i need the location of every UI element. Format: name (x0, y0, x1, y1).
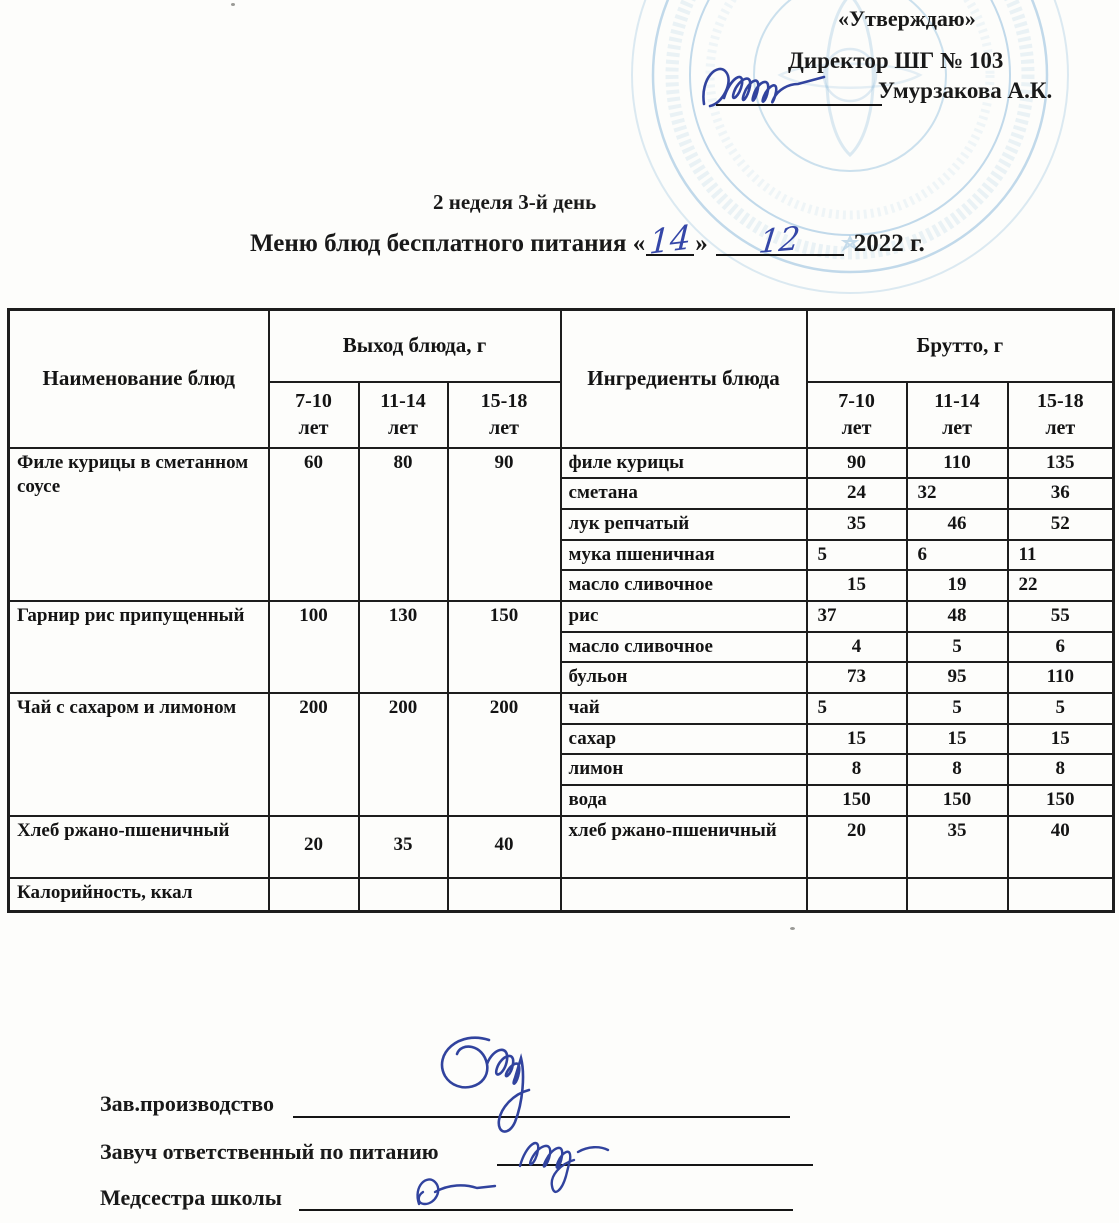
empty-cell (807, 878, 907, 912)
quote-close: » (695, 230, 708, 257)
dish-name-cell: Филе курицы в сметанном соусе (9, 448, 269, 601)
brutto-value-cell: 8 (907, 754, 1008, 785)
output-value-cell: 80 (359, 448, 448, 601)
ingredient-name-cell: чай (561, 693, 807, 724)
brutto-value-cell: 55 (1008, 601, 1114, 632)
age-group-header: 11-14 лет (359, 382, 448, 448)
director-title: Директор ШГ № 103 (788, 48, 1004, 73)
ingredient-name-cell: масло сливочное (561, 570, 807, 601)
brutto-value-cell: 73 (807, 662, 907, 693)
brutto-value-cell: 19 (907, 570, 1008, 601)
output-value-cell: 130 (359, 601, 448, 693)
brutto-value-cell: 8 (1008, 754, 1114, 785)
day-blank (646, 217, 694, 262)
month-blank (716, 218, 844, 262)
brutto-value-cell: 40 (1008, 816, 1114, 878)
output-value-cell: 35 (359, 816, 448, 878)
ingredient-name-cell: мука пшеничная (561, 540, 807, 571)
brutto-value-cell: 5 (807, 540, 907, 571)
table-header-row-1 (9, 310, 1114, 382)
brutto-value-cell: 35 (807, 509, 907, 540)
output-value-cell: 200 (269, 693, 359, 816)
brutto-value-cell: 6 (1008, 632, 1114, 663)
brutto-value-cell: 15 (907, 724, 1008, 755)
empty-cell (1008, 878, 1114, 912)
brutto-header: Брутто, г (807, 310, 1114, 382)
brutto-value-cell: 48 (907, 601, 1008, 632)
brutto-value-cell: 110 (907, 448, 1008, 479)
ingredient-name-cell: масло сливочное (561, 632, 807, 663)
dish-name-cell: Гарнир рис припущенный (9, 601, 269, 693)
output-header: Выход блюда, г (269, 310, 561, 382)
ingredient-name-cell: сахар (561, 724, 807, 755)
brutto-value-cell: 90 (807, 448, 907, 479)
output-value-cell: 200 (448, 693, 561, 816)
age-group-header: 15-18 лет (448, 382, 561, 448)
brutto-value-cell: 22 (1008, 570, 1114, 601)
brutto-value-cell: 36 (1008, 478, 1114, 509)
head-of-production-line (293, 1091, 790, 1118)
empty-cell (359, 878, 448, 912)
age-group-header: 11-14 лет (907, 382, 1008, 448)
output-value-cell: 200 (359, 693, 448, 816)
dish-name-header: Наименование блюд (9, 310, 269, 448)
brutto-value-cell: 4 (807, 632, 907, 663)
head-of-production-signature (425, 1030, 595, 1140)
output-value-cell: 60 (269, 448, 359, 601)
output-value-cell: 150 (448, 601, 561, 693)
brutto-value-cell: 150 (1008, 785, 1114, 816)
ingredient-name-cell: лимон (561, 754, 807, 785)
brutto-value-cell: 32 (907, 478, 1008, 509)
calories-label-cell: Калорийность, ккал (9, 878, 269, 912)
director-signature-line (716, 104, 882, 106)
head-of-production-label: Зав.производство (100, 1091, 274, 1116)
scan-speck (790, 927, 795, 930)
scan-speck (231, 3, 235, 6)
school-nurse-line (299, 1185, 793, 1211)
output-value-cell: 20 (269, 816, 359, 878)
empty-cell (907, 878, 1008, 912)
brutto-value-cell: 5 (907, 632, 1008, 663)
brutto-value-cell: 37 (807, 601, 907, 632)
school-seal-stamp (620, 0, 1080, 305)
output-value-cell: 90 (448, 448, 561, 601)
approve-quote: «Утверждаю» (838, 6, 976, 31)
ingredients-header: Ингредиенты блюда (561, 310, 807, 448)
handwritten-day: 14 (648, 217, 693, 262)
brutto-value-cell: 6 (907, 540, 1008, 571)
director-name: Умурзакова А.К. (878, 78, 1053, 103)
brutto-value-cell: 5 (807, 693, 907, 724)
brutto-value-cell: 11 (1008, 540, 1114, 571)
handwritten-month: 12 (757, 218, 803, 262)
brutto-value-cell: 95 (907, 662, 1008, 693)
empty-cell (269, 878, 359, 912)
brutto-value-cell: 24 (807, 478, 907, 509)
brutto-value-cell: 15 (1008, 724, 1114, 755)
ingredient-name-cell: рис (561, 601, 807, 632)
age-group-header: 15-18 лет (1008, 382, 1114, 448)
brutto-value-cell: 35 (907, 816, 1008, 878)
table-row (9, 601, 1114, 632)
menu-title (250, 217, 925, 262)
brutto-value-cell: 46 (907, 509, 1008, 540)
brutto-value-cell: 15 (807, 724, 907, 755)
dish-name-cell: Чай с сахаром и лимоном (9, 693, 269, 816)
empty-cell (561, 878, 807, 912)
ingredient-name-cell: вода (561, 785, 807, 816)
food-supervisor-label: Завуч ответственный по питанию (100, 1139, 439, 1164)
table-row (9, 816, 1114, 878)
table-row (9, 693, 1114, 724)
school-nurse-label: Медсестра школы (100, 1185, 282, 1210)
food-supervisor-line (497, 1139, 813, 1166)
brutto-value-cell: 150 (907, 785, 1008, 816)
brutto-value-cell: 20 (807, 816, 907, 878)
brutto-value-cell: 15 (807, 570, 907, 601)
menu-title-prefix: Меню блюд бесплатного питания « (250, 230, 646, 257)
output-value-cell: 40 (448, 816, 561, 878)
ingredient-name-cell: хлеб ржано-пшеничный (561, 816, 807, 878)
brutto-value-cell: 5 (907, 693, 1008, 724)
empty-cell (448, 878, 561, 912)
ingredient-name-cell: сметана (561, 478, 807, 509)
output-value-cell: 100 (269, 601, 359, 693)
ingredient-name-cell: лук репчатый (561, 509, 807, 540)
dish-name-cell: Хлеб ржано-пшеничный (9, 816, 269, 878)
brutto-value-cell: 8 (807, 754, 907, 785)
brutto-value-cell: 52 (1008, 509, 1114, 540)
calories-row (9, 878, 1114, 912)
brutto-value-cell: 150 (807, 785, 907, 816)
table-row (9, 448, 1114, 479)
brutto-value-cell: 135 (1008, 448, 1114, 479)
brutto-value-cell: 5 (1008, 693, 1114, 724)
ingredient-name-cell: филе курицы (561, 448, 807, 479)
week-day-title: 2 неделя 3-й день (433, 190, 597, 214)
menu-table-body (9, 448, 1114, 912)
ingredient-name-cell: бульон (561, 662, 807, 693)
year-label: 2022 г. (853, 230, 925, 257)
menu-table (7, 308, 1115, 913)
age-group-header: 7-10 лет (807, 382, 907, 448)
brutto-value-cell: 110 (1008, 662, 1114, 693)
age-group-header: 7-10 лет (269, 382, 359, 448)
